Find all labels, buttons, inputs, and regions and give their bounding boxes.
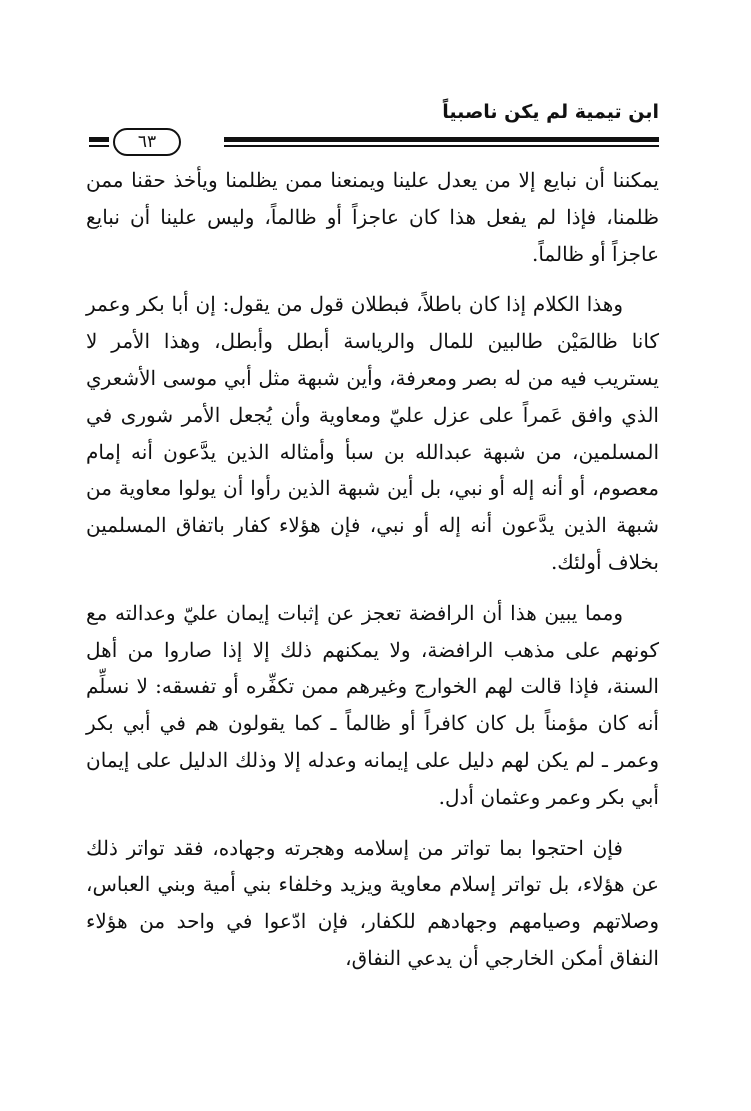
header-rule-left-thick-line	[89, 137, 109, 142]
paragraph-3: ومما يبين هذا أن الرافضة تعجز عن إثبات إيمان عليّ وعدالته مع كونهم على مذهب الرافضة، ولا يمكنهم ذلك إلا إذا صاروا من أهل السنة، فإذا قالت لهم الخوارج وغيرهم ممن تكفِّره أو تفسقه: لا نسلِّم أنه كان مؤمناً بل كان كافراً أو ظالماً ـ كما يقولون هم في أبي بكر وعمر ـ لم يكن لهم دليل على إيمانه وعدله إلا وذلك الدليل على إيمان أبي بكر وعمر وعثمان أدل.	[86, 600, 659, 809]
body-text	[86, 162, 659, 991]
header-rule	[89, 126, 659, 160]
paragraph-1: يمكننا أن نبايع إلا من يعدل علينا ويمنعنا ممن يظلمنا ويأخذ حقنا ممن ظلمنا، فإذا لم يفعل هذا كان عاجزاً أو ظالماً، وليس علينا أن نبايع عاجزاً أو ظالماً.	[86, 168, 659, 266]
header-rule-left-thin-line	[89, 145, 109, 147]
paragraph-4: فإن احتجوا بما تواتر من إسلامه وهجرته وجهاده، فقد تواتر ذلك عن هؤلاء، بل تواتر إسلام معاوية ويزيد وخلفاء بني أمية وبني العباس، وصلاتهم وصيامهم وجهادهم للكفار، فإن ادّعوا في واحد من هؤلاء النفاق أمكن الخارجي أن يدعي النفاق،	[86, 835, 659, 970]
page-number: ٦٣	[113, 128, 181, 156]
running-title: ابن تيمية لم يكن ناصبياً	[442, 101, 659, 123]
header-rule-thick-line	[224, 137, 659, 142]
paragraph-2: وهذا الكلام إذا كان باطلاً، فبطلان قول من يقول: إن أبا بكر وعمر كانا ظالمَيْن طالبين للمال والرياسة أبطل وأبطل، وهذا الأمر لا يستريب فيه من له بصر ومعرفة، وأين شبهة مثل أبي موسى الأشعري الذي وافق عَمراً على عزل عليّ ومعاوية وأن يُجعل الأمر شورى في المسلمين، من شبهة عبدالله بن سبأ وأمثاله الذين يدَّعون أنه إمام معصوم، أو أنه إله أو نبي، بل أين شبهة الذين رأوا أن يولوا معاوية من شبهة الذين يدَّعون أنه إله أو نبي، فإن هؤلاء كفار باتفاق المسلمين بخلاف أولئك.	[86, 292, 659, 574]
header-rule-thin-line	[224, 145, 659, 147]
